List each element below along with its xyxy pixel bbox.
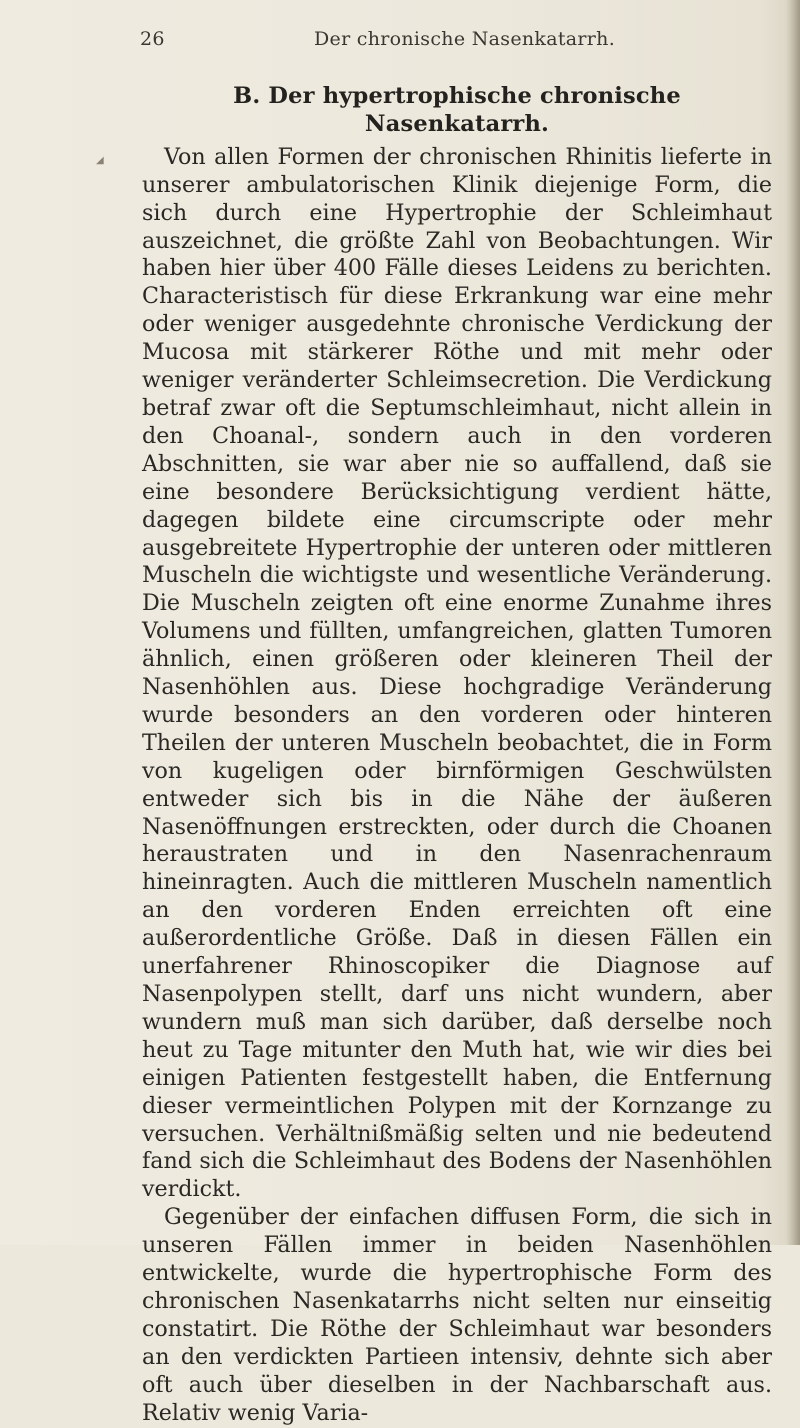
paragraph-1: Von allen Formen der chronischen Rhinitis lieferte in unserer ambulatorischen Klinik diejenige Form, die sich durch eine Hypertrophie der Schleimhaut auszeichnet, die größte Zahl von Beobachtungen. Wir haben hier über 400 Fälle dieses Leidens zu berichten. Characteristisch für diese Erkrankung war eine mehr oder weniger ausgedehnte chronische Verdickung der Mucosa mit stärkerer Röthe und mit mehr oder weniger veränderter Schleimsecretion. Die Verdickung betraf zwar oft die Septumschleimhaut, nicht allein in den Choanal-, sondern auch in den vorderen Abschnitten, sie war aber nie so auffallend, daß sie eine besondere Berücksichtigung verdient hätte, dagegen bildete eine circumscripte oder mehr ausgebreitete Hypertrophie der unteren oder mittleren Muscheln die wichtigste und wesentliche Veränderung. Die Muscheln zeigten oft eine enorme Zunahme ihres Volumens und füllten, umfangreichen, glatten Tumoren ähnlich, einen größeren oder kleineren Theil der Nasenhöhlen aus. Diese hochgradige Veränderung wurde besonders an den vorderen oder hinteren Theilen der unteren Muscheln beobachtet, die in Form von kugeligen oder birnförmigen Geschwülsten entweder sich bis in die Nähe der äußeren Nasenöffnungen erstreckten, oder durch die Choanen heraustraten und in den Nasenrachenraum hineinragten. Auch die mittleren Muscheln namentlich an den vorderen Enden erreichten oft eine außerordentliche Größe. Daß in diesen Fällen ein unerfahrener Rhinoscopiker die Diagnose auf Nasenpolypen stellt, darf uns nicht wundern, aber wundern muß man sich darüber, daß derselbe noch heut zu Tage mitunter den Muth hat, wie wir dies bei einigen Patienten festgestellt haben, die Entfernung dieser vermeintlichen Polypen mit der Kornzange zu versuchen. Verhältnißmäßig selten und nie bedeutend fand sich die Schleimhaut des Bodens der Nasenhöhlen verdickt. — [142, 143, 772, 1203]
running-header — [0, 28, 800, 58]
paragraph-2: Gegenüber der einfachen diffusen Form, die sich in unseren Fällen immer in beiden Nasenhöhlen entwickelte, wurde die hypertrophische Form des chronischen Nasenkatarrhs nicht selten nur einseitig constatirt. Die Röthe der Schleimhaut war besonders an den verdickten Partieen intensiv, dehnte sich aber oft auch über dieselben in der Nachbarschaft aus. Relativ wenig Varia- — [142, 1204, 772, 1426]
page-binding-edge — [786, 0, 800, 1245]
section-heading: B. Der hypertrophische chronische Nasenkatarrh. — [233, 83, 681, 137]
section-body — [142, 83, 772, 1428]
stray-ink-mark: ◢ — [96, 155, 104, 166]
page-number: 26 — [140, 28, 165, 50]
running-title: Der chronische Nasenkatarrh. — [314, 28, 616, 50]
